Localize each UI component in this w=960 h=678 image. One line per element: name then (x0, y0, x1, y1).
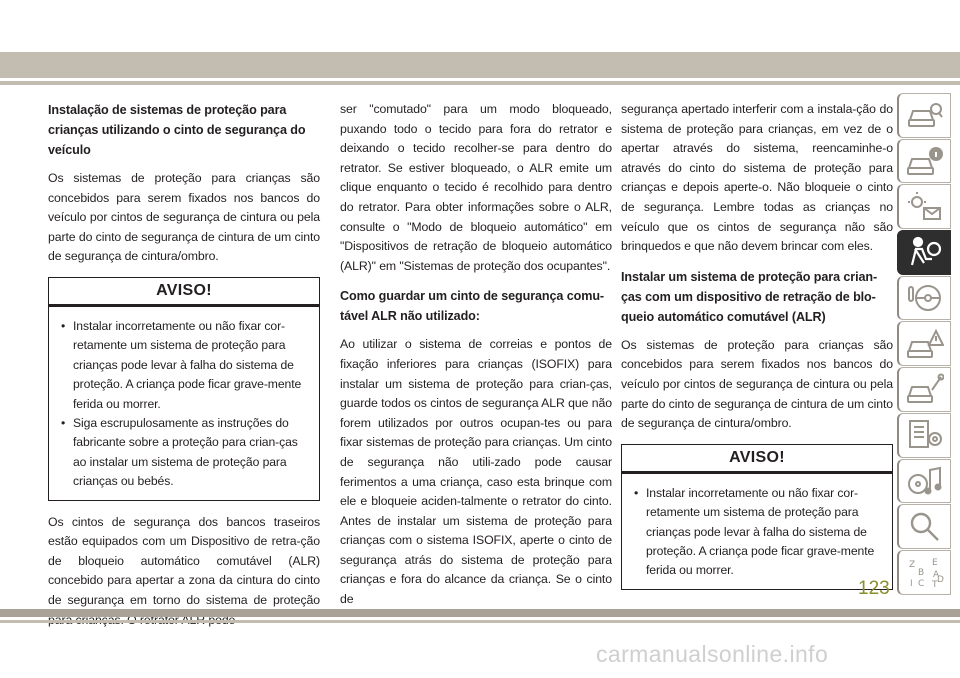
column-2 (340, 100, 612, 620)
column-3 (621, 100, 893, 602)
tab-car-magnifier[interactable] (897, 93, 951, 138)
paragraph: ser "comutado" para um modo bloqueado, puxando todo o tecido para fora do retrator e deixando o tecido recolher-se para dentro do retrator. Se estiver bloqueado, o ALR emite um clique enquanto o tecido é recolhido para dentro do retrator. Para obter informações sobre o ALR, consulte o "Modo de bloqueio automático" em "Dispositivos de retração de bloqueio automático (ALR)" em "Sistemas de proteção dos ocupantes". (340, 102, 612, 273)
tab-steering-wheel[interactable] (897, 276, 951, 321)
warning-item-text: Instalar incorretamente ou não fixar cor-retamente um sistema de proteção para crianças pode levar à falha do sistema de proteção. A criança pode ficar grave-mente ferida ou morrer. (646, 485, 875, 578)
section-heading: Como guardar um cinto de segurança comu-tável ALR não utilizado: (340, 289, 605, 324)
warning-item-text: Siga escrupulosamente as instruções do fabricante sobre a proteção para crian-ças ao instalar um sistema de proteção para crianças ou bebés. (73, 416, 298, 489)
warning-item-text: Instalar incorretamente ou não fixar cor-retamente um sistema de proteção para crianças pode levar à falha do sistema de proteção. A criança pode ficar grave-mente ferida ou morrer. (73, 318, 302, 411)
svg-text:E: E (931, 558, 938, 569)
tab-car-wrench[interactable] (897, 367, 951, 412)
multimedia-music-icon (906, 464, 944, 498)
tab-index-search[interactable] (897, 504, 951, 549)
warning-item (632, 484, 882, 581)
warning-item (59, 317, 309, 414)
warning-title: AVISO! (622, 445, 892, 474)
tab-multimedia[interactable] (897, 459, 951, 504)
footer-band (0, 609, 960, 617)
footer-rule (0, 620, 960, 623)
tab-car-info[interactable] (897, 139, 951, 184)
warning-list (622, 474, 892, 589)
svg-text:C: C (917, 579, 924, 590)
svg-text:A: A (932, 570, 939, 581)
chapter-tabs (897, 93, 951, 596)
bullet: • (61, 416, 66, 430)
page-number: 123 (858, 578, 890, 599)
section-heading: Instalação de sistemas de proteção para crianças utilizando o cinto de segurança do veículo (48, 103, 306, 157)
tab-maintenance-list[interactable] (897, 413, 951, 458)
index-search-icon (906, 510, 944, 544)
bullet: • (634, 485, 639, 500)
tab-seatbelt-airbag[interactable] (897, 230, 951, 275)
column-1 (48, 100, 320, 640)
svg-text:D: D (936, 575, 944, 586)
header-band (0, 52, 960, 78)
car-magnifier-icon (906, 98, 944, 132)
steering-wheel-key-icon (906, 281, 944, 315)
header-rule (0, 81, 960, 85)
paragraph: Ao utilizar o sistema de correias e pontos de fixação inferiores para crianças (ISOFIX) para instalar um sistema de proteção para crian-ças, guarde todos os cintos de segurança ALR que não forem utilizados por outros ocupan-tes ou para fixar sistemas de proteção para crianças. Um cinto de segurança não utili-zado pode causar ferimentos a uma criança, caso esta brinque com ele e bloqueie aciden-talmente o retrator do cinto. Antes de instalar um sistema de proteção para crianças com o sistema ISOFIX, aperte o cinto de segurança atrás do sistema de proteção para crianças e fora do alcance da criança. Se o cinto de (340, 337, 612, 607)
tab-car-warning[interactable] (897, 321, 951, 366)
car-warning-triangle-icon (906, 327, 944, 361)
alphabet-index-icon (906, 555, 944, 589)
paragraph: Os cintos de segurança dos bancos traseiros estão equipados com um Dispositivo de retra-ção de bloqueio automático comutável (ALR) concebido para apertar a zona da cintura do cinto de segurança em torno do sistema de proteção (48, 514, 320, 607)
car-info-icon (906, 144, 944, 178)
maintenance-list-gear-icon (906, 418, 944, 452)
paragraph: segurança apertado interferir com a instala-ção do sistema de proteção para crianças, em vez de o apertar através do sistema, reencaminhe-o através do cinto do sistema de proteção para crianças e depois aperte-o. Não bloqueie o cinto de segurança. Lembre todas as crianças no veículo que os cintos de segurança não são brinquedos e que não devem brincar com eles. (621, 102, 893, 254)
tab-warning-lights[interactable] (897, 184, 951, 229)
warning-box (48, 277, 320, 501)
warning-item (59, 414, 309, 492)
warning-list (49, 307, 319, 500)
svg-text:B: B (917, 568, 924, 579)
seatbelt-airbag-icon (906, 235, 944, 269)
tab-alphabet-index[interactable] (897, 550, 951, 595)
section-heading: Instalar um sistema de proteção para crian-ças com um dispositivo de retração de blo-queio automático comutável (ALR) (621, 269, 878, 324)
car-wrench-icon (906, 372, 944, 406)
warning-box (621, 444, 893, 590)
paragraph: Os sistemas de proteção para crianças são concebidos para serem fixados nos bancos do veículo por cintos de segurança de cintura ou pela parte do cinto de segurança de cintura de um cinto de segurança de cintura/ombro. (621, 337, 893, 431)
svg-text:Z: Z (908, 560, 915, 571)
watermark: carmanualsonline.info (596, 641, 829, 667)
warning-lights-message-icon (906, 190, 944, 224)
warning-title: AVISO! (49, 278, 319, 307)
svg-text:T: T (931, 580, 937, 590)
bullet: • (61, 318, 66, 333)
svg-text:I: I (909, 579, 913, 590)
paragraph: Os sistemas de proteção para crianças são concebidos para serem fixados nos bancos do veículo por cintos de segurança de cintura ou pela parte do cinto de segurança de cintura de um cinto de segurança de cintura/ombro. (48, 171, 320, 264)
